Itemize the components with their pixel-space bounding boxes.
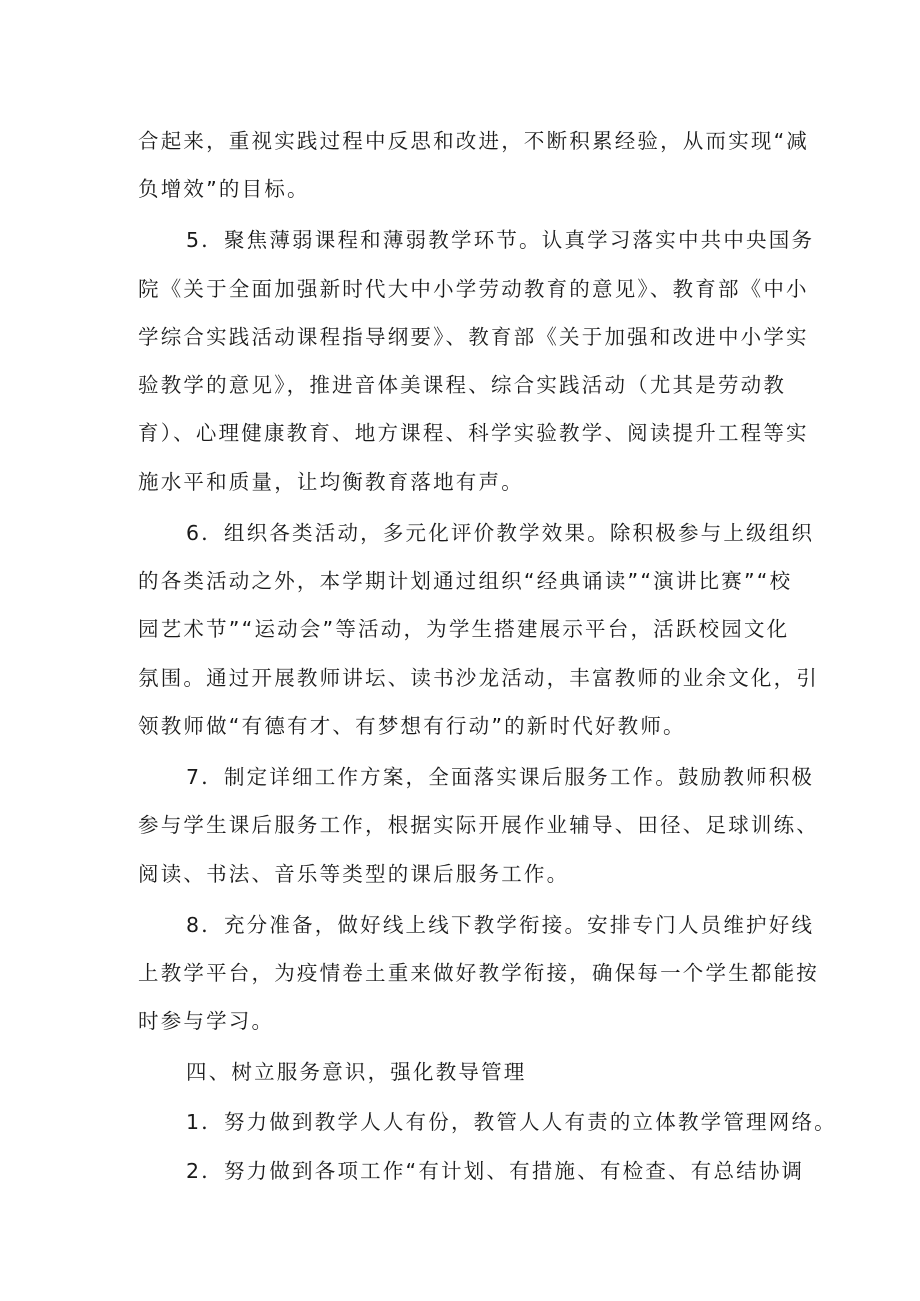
text-line-1: 合起来，重视实践过程中反思和改进，不断积累经验，从而实现“减 <box>138 129 810 153</box>
paragraph-5-line-4: 验教学的意见》，推进音体美课程、综合实践活动（尤其是劳动教 <box>138 373 787 397</box>
paragraph-6-line-4: 氛围。通过开展教师讲坛、读书沙龙活动，丰富教师的业余文化，引 <box>138 666 819 690</box>
paragraph-5-line-6: 施水平和质量，让均衡教育落地有声。 <box>138 470 524 494</box>
paragraph-8-line-1: 8．充分准备，做好线上线下教学衔接。安排专门人员维护好线 <box>186 913 815 937</box>
section-heading-4: 四、树立服务意识，强化教导管理 <box>186 1060 527 1084</box>
paragraph-7-line-1: 7．制定详细工作方案，全面落实课后服务工作。鼓励教师积极 <box>186 765 815 789</box>
paragraph-5-line-1: 5．聚焦薄弱课程和薄弱教学环节。认真学习落实中共中央国务 <box>186 228 815 252</box>
paragraph-8-line-2: 上教学平台，为疫情卷土重来做好教学衔接，确保每一个学生都能按 <box>138 961 819 985</box>
paragraph-6-line-3: 园艺术节”“运动会”等活动，为学生搭建展示平台，活跃校园文化 <box>138 617 790 641</box>
paragraph-6-line-1: 6．组织各类活动，多元化评价教学效果。除积极参与上级组织 <box>186 521 815 545</box>
paragraph-8-line-3: 时参与学习。 <box>138 1009 275 1033</box>
paragraph-6-line-5: 领教师做“有德有才、有梦想有行动”的新时代好教师。 <box>138 714 686 738</box>
paragraph-7-line-2: 参与学生课后服务工作，根据实际开展作业辅导、田径、足球训练、 <box>138 813 819 837</box>
paragraph-7-line-3: 阅读、书法、音乐等类型的课后服务工作。 <box>138 862 570 886</box>
paragraph-6-line-2: 的各类活动之外，本学期计划通过组织“经典诵读”“演讲比赛”“校 <box>138 569 793 593</box>
paragraph-5-line-3: 学综合实践活动课程指导纲要》、教育部《关于加强和改进中小学实 <box>138 325 809 349</box>
text-line-2: 负增效”的目标。 <box>138 177 310 201</box>
item-1-line: 1．努力做到教学人人有份，教管人人有责的立体教学管理网络。 <box>186 1110 837 1134</box>
paragraph-5-line-5: 育）、心理健康教育、地方课程、科学实验教学、阅读提升工程等实 <box>138 421 809 445</box>
item-2-line: 2．努力做到各项工作“有计划、有措施、有检查、有总结协调 <box>186 1159 805 1183</box>
paragraph-5-line-2: 院《关于全面加强新时代大中小学劳动教育的意见》、教育部《中小 <box>138 277 809 301</box>
